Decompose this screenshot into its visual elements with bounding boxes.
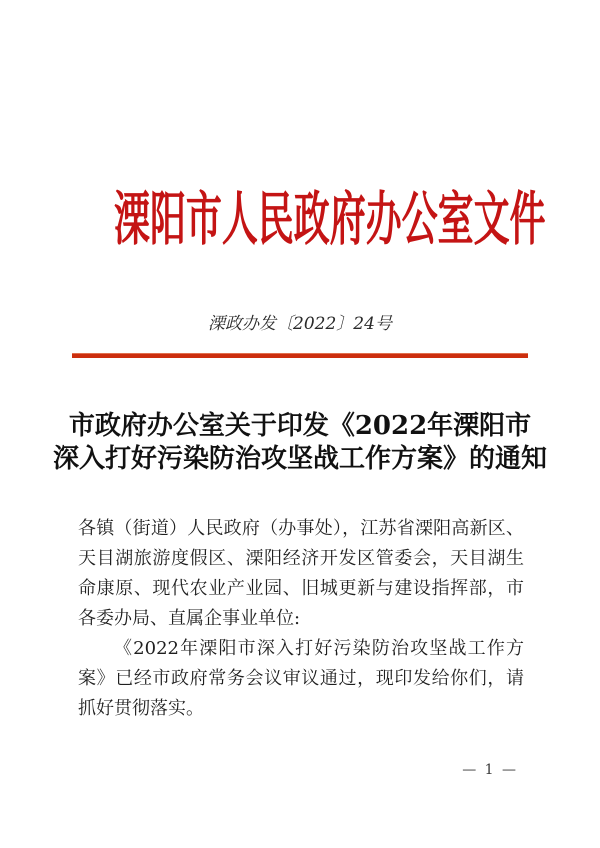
document-title-line-2: 深入打好污染防治攻坚战工作方案》的通知 xyxy=(52,444,547,474)
document-title-line-1: 市政府办公室关于印发《2022年溧阳市 xyxy=(68,411,532,441)
addressees-paragraph: 各镇（街道）人民政府（办事处），江苏省溧阳高新区、天目湖旅游度假区、溧阳经济开发区管委会，天目湖生命康原、现代农业产业园、旧城更新与建设指挥部，市各委办局、直属企事业单位: xyxy=(78,518,524,629)
document-number: 溧政办发〔2022〕24号 xyxy=(208,314,392,334)
red-separator-rule xyxy=(72,353,528,358)
notice-paragraph: 《2022年溧阳市深入打好污染防治攻坚战工作方案》已经市政府常务会议审议通过，现印发给你们，请抓好贯彻落实。 xyxy=(78,638,524,719)
page-number: — 1 — xyxy=(462,762,518,778)
document-body xyxy=(78,514,524,724)
document-title xyxy=(40,410,560,476)
issuing-org-title: 溧阳市人民政府办公室文件 xyxy=(114,185,546,253)
